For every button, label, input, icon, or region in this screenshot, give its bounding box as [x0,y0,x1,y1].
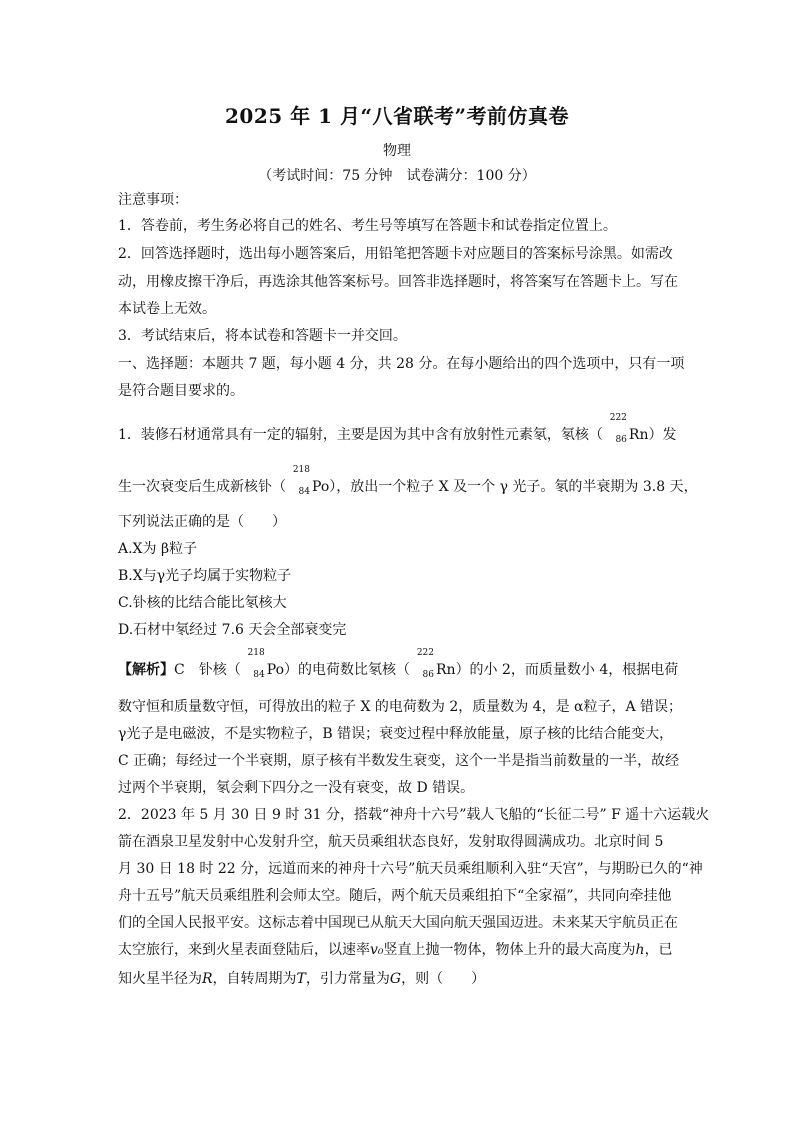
q2-text: ，引力常量为 [305,971,390,987]
q1-text: 1．装修石材通常具有一定的辐射，主要是因为其中含有放射性元素氡，氡核（ [118,427,603,443]
q2-line-1: 2．2023 年 5 月 30 日 9 时 31 分，搭载“神舟十六号”载人飞船的“长征二号” F 遥十六运载火 [118,807,710,823]
q1-analysis-line-5: 过两个半衰期，氡会剩下四分之一没有衰变，故 D 错误。 [118,780,475,796]
radon-mass-number: 222 [416,648,434,658]
q2-line-6 [118,940,678,960]
q1-text: 生一次衰变后生成新核钋（ [118,479,286,495]
q2-line-7 [118,969,678,989]
q1-option-a: A.X为 β粒子 [118,541,198,557]
polonium-mass-number: 218 [247,648,265,658]
radon-nuclide [410,648,436,680]
symbol-T: T [296,971,306,987]
note-3: 3．考试结束后，将本试卷和答题卡一并交回。 [118,328,407,344]
q1-stem-line-3: 下列说法正确的是（ ） [118,514,286,530]
polonium-nuclide [241,648,267,680]
note-1: 1．答卷前，考生务必将自己的姓名、考生号等填写在答题卡和试卷指定位置上。 [118,218,617,234]
symbol-h: h [635,942,645,958]
analysis-text: ）的小 2，而质量数小 4，根据电荷 [455,662,679,678]
q1-text: ）发 [648,427,677,443]
q1-option-d: D.石材中氡经过 7.6 天会全部衰变完 [118,622,347,638]
symbol-v0: v₀ [370,942,384,958]
q1-analysis-line-4: C 正确；每经过一个半衰期，原子核有半数发生衰变，这个一半是指当前数量的一半，故经 [118,753,680,769]
note-2-line-1: 2．回答选择题时，选出每小题答案后，用铅笔把答题卡对应题目的答案标号涂黑。如需改 [118,246,673,262]
radon-symbol: Rn [436,662,456,678]
note-2-line-2: 动，用橡皮擦干净后，再选涂其他答案标号。回答非选择题时，将答案写在答题卡上。写在 [118,274,678,290]
q2-text: ，自转周期为 [212,971,297,987]
q1-option-b: B.X与γ光子均属于实物粒子 [118,568,292,584]
polonium-nuclide [286,465,312,497]
q2-line-2: 箭在酒泉卫星发射中心发射升空，航天员乘组状态良好，发射取得圆满成功。北京时间 5 [118,834,664,850]
radon-atomic-number: 86 [615,435,627,445]
q1-text: ），放出一个粒子 X 及一个 γ 光子。氡的半衰期为 3.8 天， [329,479,698,495]
q2-line-4: 舟十五号”航天员乘组胜利会师太空。随后，两个航天员乘组拍下“全家福”，共同向牵挂他 [118,888,672,904]
polonium-symbol: Po [266,662,284,678]
symbol-R: R [202,971,213,987]
analysis-tag: 【解析】 [118,662,174,678]
q1-analysis-line-3: γ光子是电磁波，不是实物粒子，B 错误；衰变过程中释放能量，原子核的比结合能变大， [118,726,674,742]
analysis-text: C 钋核（ [174,662,241,678]
analysis-text: ）的电荷数比氡核（ [284,662,410,678]
q2-text: 竖直上抛一物体，物体上升的最大高度为 [383,942,636,958]
note-2-line-3: 本试卷上无效。 [118,301,216,317]
polonium-atomic-number: 84 [298,487,310,497]
radon-symbol: Rn [628,427,649,443]
q1-option-c: C.钋核的比结合能比氡核大 [118,595,287,611]
radon-atomic-number: 86 [422,670,434,680]
polonium-symbol: Po [312,479,330,495]
symbol-G: G [389,971,402,987]
q1-analysis-line-2: 数守恒和质量数守恒，可得放出的粒子 X 的电荷数为 2，质量数为 4，是 α粒子，A 错误； [118,699,683,715]
section-heading-line-2: 是符合题目要求的。 [118,383,244,399]
polonium-atomic-number: 84 [253,670,265,680]
q2-line-3: 月 30 日 18 时 22 分，远道而来的神舟十六号”航天员乘组顺利入驻“天宫”，与期盼已久的“神 [118,861,703,877]
radon-mass-number: 222 [609,413,627,423]
notes-heading: 注意事项： [118,192,188,208]
q2-text: ，已 [644,942,673,958]
subject-label: 物理 [383,143,411,159]
q1-stem-line-1 [118,413,678,445]
exam-title: 2025 年 1 月“八省联考”考前仿真卷 [225,104,569,128]
section-heading-line-1: 一、选择题：本题共 7 题，每小题 4 分，共 28 分。在每小题给出的四个选项中，只有一项 [118,356,685,372]
exam-info: （考试时间：75 分钟 试卷满分：100 分） [258,168,536,184]
q2-text: ，则（ ） [401,971,486,987]
q2-text: 太空旅行，来到火星表面登陆后，以速率 [118,942,370,958]
q1-stem-line-2 [118,465,698,497]
q2-text: 知火星半径为 [118,971,202,987]
q1-analysis-line-1 [118,648,679,680]
polonium-mass-number: 218 [292,465,310,475]
radon-nuclide [603,413,629,445]
q2-line-5: 们的全国人民报平安。这标志着中国现已从航天大国向航天强国迈进。未来某天宇航员正在 [118,915,678,931]
